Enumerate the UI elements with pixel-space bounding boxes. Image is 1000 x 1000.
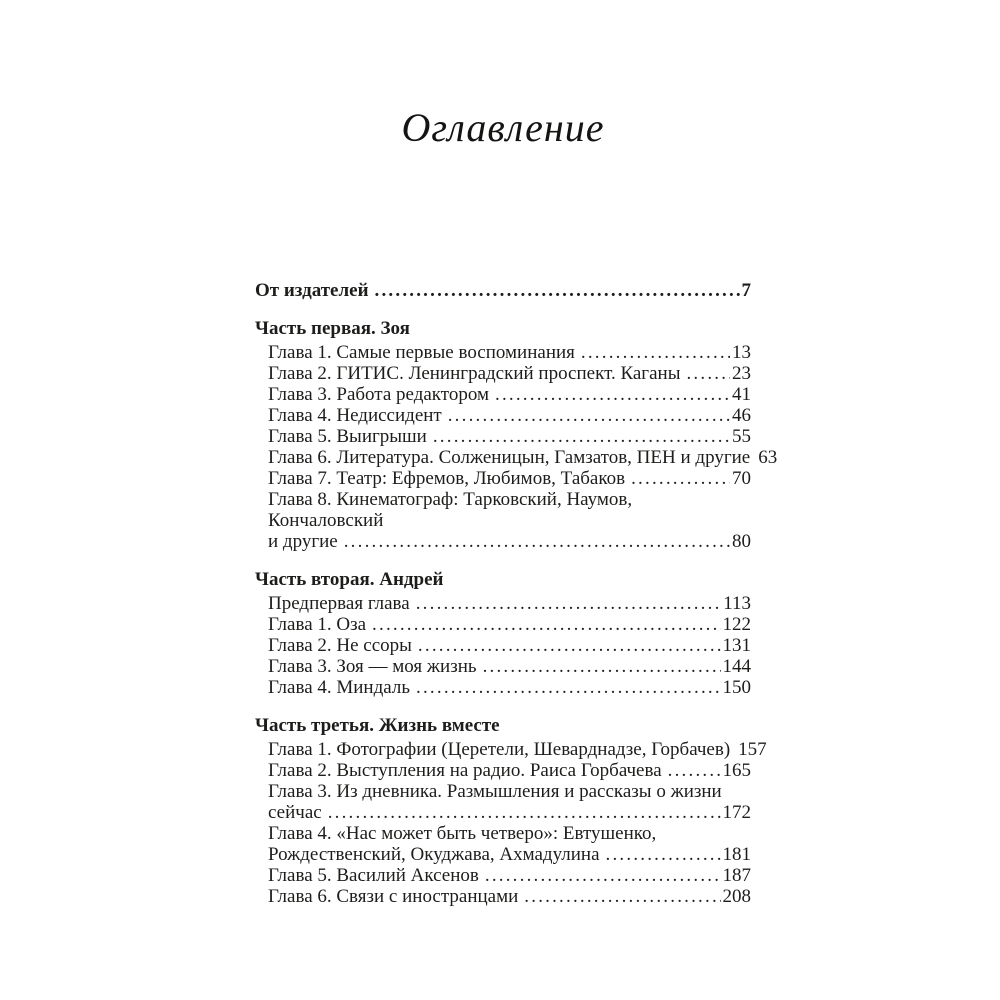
toc-section-heading: Часть первая. Зоя <box>255 318 410 339</box>
toc-entry-row <box>268 760 751 781</box>
toc-entry <box>268 677 751 698</box>
toc-entry-label: Предпервая глава <box>268 593 410 614</box>
toc-entry-row <box>268 614 751 635</box>
toc-entry-page: 113 <box>723 593 751 614</box>
toc-entry-row <box>268 886 751 907</box>
toc-entry <box>268 886 751 907</box>
dot-leader <box>344 531 730 552</box>
dot-leader <box>631 468 730 489</box>
dot-leader <box>668 760 721 781</box>
page-title: Оглавление <box>401 105 605 150</box>
toc-entry <box>268 447 778 468</box>
toc-entry-line: Глава 4. «Нас может быть четверо»: Евтушенко, <box>268 823 657 844</box>
toc-entry-label: Глава 7. Театр: Ефремов, Любимов, Табаков <box>268 468 626 489</box>
toc-entry <box>268 823 751 865</box>
toc-entry-row <box>268 865 751 886</box>
toc-entry <box>268 468 751 489</box>
toc-entry-row <box>268 593 751 614</box>
toc-entry <box>268 384 751 405</box>
toc-entry-row <box>255 280 751 301</box>
toc-section-entries <box>255 342 778 552</box>
toc-entry-label: Рождественский, Окуджава, Ахмадулина <box>268 844 600 865</box>
toc-entry-label: Глава 1. Самые первые воспоминания <box>268 342 575 363</box>
toc-entry-page: 63 <box>758 447 778 468</box>
toc-entry-page: 13 <box>732 342 751 363</box>
dot-leader <box>328 802 721 823</box>
toc-entry-row <box>268 426 751 447</box>
toc-entry-page: 157 <box>738 739 767 760</box>
toc-entry-page: 181 <box>722 844 751 865</box>
toc-entry-page: 55 <box>732 426 751 447</box>
dot-leader <box>483 656 721 677</box>
toc-entry <box>268 426 751 447</box>
toc-section <box>255 569 751 698</box>
toc-entry-row <box>268 384 751 405</box>
toc-entry <box>268 760 751 781</box>
toc-entry-row <box>268 802 751 823</box>
toc-entry-page: 187 <box>722 865 751 886</box>
toc-entry-label: Глава 6. Литература. Солженицын, Гамзатов, ПЕН и другие <box>268 447 751 468</box>
dot-leader <box>524 886 720 907</box>
toc-entry-label: Глава 2. Не ссоры <box>268 635 412 656</box>
toc-entry-page: 172 <box>722 802 751 823</box>
dot-leader <box>485 865 721 886</box>
toc-section <box>255 318 778 552</box>
toc-entry-label: Глава 5. Выигрыши <box>268 426 427 447</box>
toc-entry <box>268 405 751 426</box>
dot-leader <box>686 363 730 384</box>
toc-entry-label: Глава 5. Василий Аксенов <box>268 865 479 886</box>
toc-section <box>255 715 767 907</box>
dot-leader <box>418 635 721 656</box>
toc-entry <box>268 739 767 760</box>
dot-leader <box>495 384 730 405</box>
toc-entry <box>268 614 751 635</box>
toc-entry-page: 70 <box>732 468 751 489</box>
toc-entry-line: Глава 8. Кинематограф: Тарковский, Наумов, Кончаловский <box>268 489 633 531</box>
toc-entry-label: Глава 3. Работа редактором <box>268 384 489 405</box>
toc-entry-row <box>268 447 778 468</box>
toc-entry-page: 41 <box>732 384 751 405</box>
toc-entry-row <box>268 844 751 865</box>
toc-entry-page: 208 <box>722 886 751 907</box>
dot-leader <box>416 593 721 614</box>
toc-entry <box>268 656 751 677</box>
toc-entry-label: Глава 2. ГИТИС. Ленинградский проспект. Каганы <box>268 363 681 384</box>
dot-leader <box>372 614 720 635</box>
dot-leader <box>375 280 740 301</box>
toc-entry-line: Глава 3. Из дневника. Размышления и рассказы о жизни <box>268 781 722 802</box>
toc-entry-row <box>268 342 751 363</box>
toc-section-heading: Часть вторая. Андрей <box>255 569 444 590</box>
toc-entry <box>268 342 751 363</box>
toc-entry-page: 122 <box>722 614 751 635</box>
table-of-contents <box>255 280 778 907</box>
toc-entry-row <box>268 468 751 489</box>
toc-section-entries <box>255 739 767 907</box>
dot-leader <box>581 342 730 363</box>
toc-entry-label: Глава 1. Фотографии (Церетели, Шеварднадзе, Горбачев) <box>268 739 731 760</box>
toc-entry-page: 23 <box>732 363 751 384</box>
toc-entry-page: 144 <box>722 656 751 677</box>
dot-leader <box>606 844 721 865</box>
toc-entry <box>268 635 751 656</box>
toc-entry-row <box>268 739 767 760</box>
toc-entry-page: 7 <box>741 280 751 301</box>
toc-entry <box>268 489 751 552</box>
toc-entry-label: Глава 6. Связи с иностранцами <box>268 886 519 907</box>
toc-entry-row <box>268 677 751 698</box>
toc-entry-page: 46 <box>732 405 751 426</box>
toc-entry <box>268 593 751 614</box>
toc-entry-label: Глава 1. Оза <box>268 614 367 635</box>
toc-entry-label: Глава 2. Выступления на радио. Раиса Горбачева <box>268 760 662 781</box>
toc-entry-row <box>268 635 751 656</box>
dot-leader <box>433 426 730 447</box>
toc-entry-page: 165 <box>722 760 751 781</box>
toc-entry-page: 150 <box>722 677 751 698</box>
toc-entry <box>255 280 751 301</box>
toc-entry-label: От издателей <box>255 280 369 301</box>
toc-entry <box>268 363 751 384</box>
toc-entry-row <box>268 363 751 384</box>
toc-entry-label: Глава 4. Миндаль <box>268 677 411 698</box>
toc-entry-label: и другие <box>268 531 338 552</box>
toc-entry-row <box>268 531 751 552</box>
toc-entry-label: Глава 3. Зоя — моя жизнь <box>268 656 477 677</box>
toc-entry <box>268 781 751 823</box>
toc-entry <box>268 865 751 886</box>
dot-leader <box>448 405 730 426</box>
toc-entry-page: 131 <box>722 635 751 656</box>
toc-entry-row <box>268 405 751 426</box>
toc-section-entries <box>255 593 751 698</box>
toc-section-heading: Часть третья. Жизнь вместе <box>255 715 500 736</box>
toc-entry-label: сейчас <box>268 802 322 823</box>
toc-entry-row <box>268 656 751 677</box>
dot-leader <box>416 677 720 698</box>
toc-entry-label: Глава 4. Недиссидент <box>268 405 442 426</box>
toc-entry-page: 80 <box>732 531 751 552</box>
